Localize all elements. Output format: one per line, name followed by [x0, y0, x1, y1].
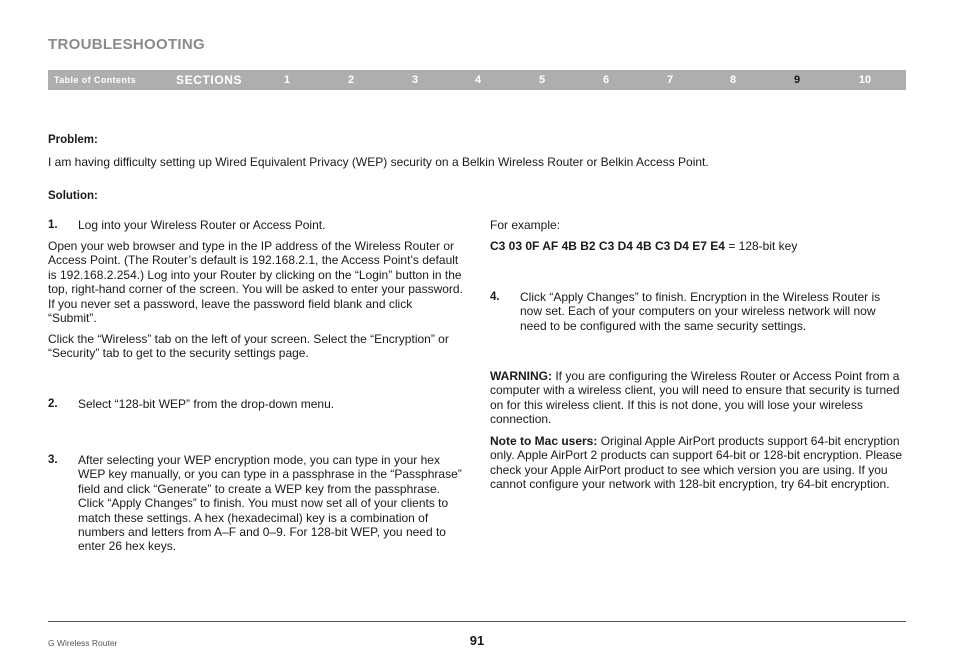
solution-label: Solution: — [48, 190, 98, 202]
step-4-number: 4. — [490, 291, 500, 303]
section-navigation-bar — [48, 70, 906, 90]
page-number: 91 — [469, 633, 485, 648]
step-1-paragraph-1: Open your web browser and type in the IP address of the Wireless Router or Access Point. (The Router’s default is 192.168.2.1, the Access Point’s default is 192.168.2.254.) Log into your Router by clicking on the “Login” button in the top, right-hand corner of the screen. You will be asked to enter your password. If you never set a password, leave the password field blank and click “Submit”. — [48, 239, 463, 326]
example-key-suffix: = 128-bit key — [724, 239, 798, 253]
footer-product-name: G Wireless Router — [48, 638, 118, 648]
section-link-1[interactable]: 1 — [283, 74, 291, 86]
step-2-text: Select “128-bit WEP” from the drop-down menu. — [78, 397, 335, 411]
section-link-3[interactable]: 3 — [411, 74, 419, 86]
example-key-line — [490, 239, 905, 253]
step-1-paragraph-2: Click the “Wireless” tab on the left of your screen. Select the “Encryption” or “Security” tab to get to the security settings page. — [48, 332, 449, 361]
warning-text: If you are configuring the Wireless Router or Access Point from a computer with a wireless client, you will need to ensure that security is turned on for this wireless client. If this is not done, you will lose your wireless connection. — [490, 369, 900, 427]
section-link-8[interactable]: 8 — [729, 74, 737, 86]
step-1-number: 1. — [48, 219, 58, 231]
step-3-text: After selecting your WEP encryption mode, you can type in your hex WEP key manually, or you can type in a passphrase in the “Passphrase” field and click “Generate” to create a WEP key from the passphrase. Click “Apply Changes” to finish. You must now set all of your clients to match these settings. A hex (hexadecimal) key is a combination of numbers and letters from A–F and 0–9. For 128-bit WEP, you need to enter 26 hex keys. — [78, 453, 462, 554]
problem-label: Problem: — [48, 134, 98, 146]
example-hex-key: C3 03 0F AF 4B B2 C3 D4 4B C3 D4 E7 E4 — [490, 239, 725, 253]
section-link-9-active[interactable]: 9 — [793, 74, 801, 86]
section-link-5[interactable]: 5 — [538, 74, 546, 86]
step-4-text: Click “Apply Changes” to finish. Encryption in the Wireless Router is now set. Each of your computers on your wireless network will now need to be configured with the same security settings. — [520, 290, 881, 333]
section-link-7[interactable]: 7 — [666, 74, 674, 86]
mac-note-label: Note to Mac users: — [490, 434, 598, 448]
table-of-contents-link[interactable]: Table of Contents — [54, 75, 137, 85]
section-link-4[interactable]: 4 — [474, 74, 482, 86]
sections-label: SECTIONS — [176, 73, 243, 87]
example-intro: For example: — [490, 218, 561, 232]
step-2-number: 2. — [48, 398, 58, 410]
page-section-title: TROUBLESHOOTING — [48, 36, 205, 53]
step-1-text: Log into your Wireless Router or Access Point. — [78, 218, 326, 232]
section-link-10[interactable]: 10 — [858, 74, 872, 86]
section-link-6[interactable]: 6 — [602, 74, 610, 86]
warning-note — [490, 369, 902, 427]
section-link-2[interactable]: 2 — [347, 74, 355, 86]
mac-note-text: Original Apple AirPort products support 64-bit encryption only. Apple AirPort 2 products can support 64-bit or 128-bit encryption. Please check your Apple AirPort product to see which version you are using. If you cannot configure your network with 128-bit encryption, try 64-bit encryption. — [490, 434, 903, 492]
footer-divider — [48, 621, 906, 622]
problem-text: I am having difficulty setting up Wired Equivalent Privacy (WEP) security on a Belkin Wireless Router or Belkin Access Point. — [48, 155, 709, 169]
mac-users-note — [490, 434, 904, 492]
step-3-number: 3. — [48, 454, 58, 466]
warning-label: WARNING: — [490, 369, 552, 383]
